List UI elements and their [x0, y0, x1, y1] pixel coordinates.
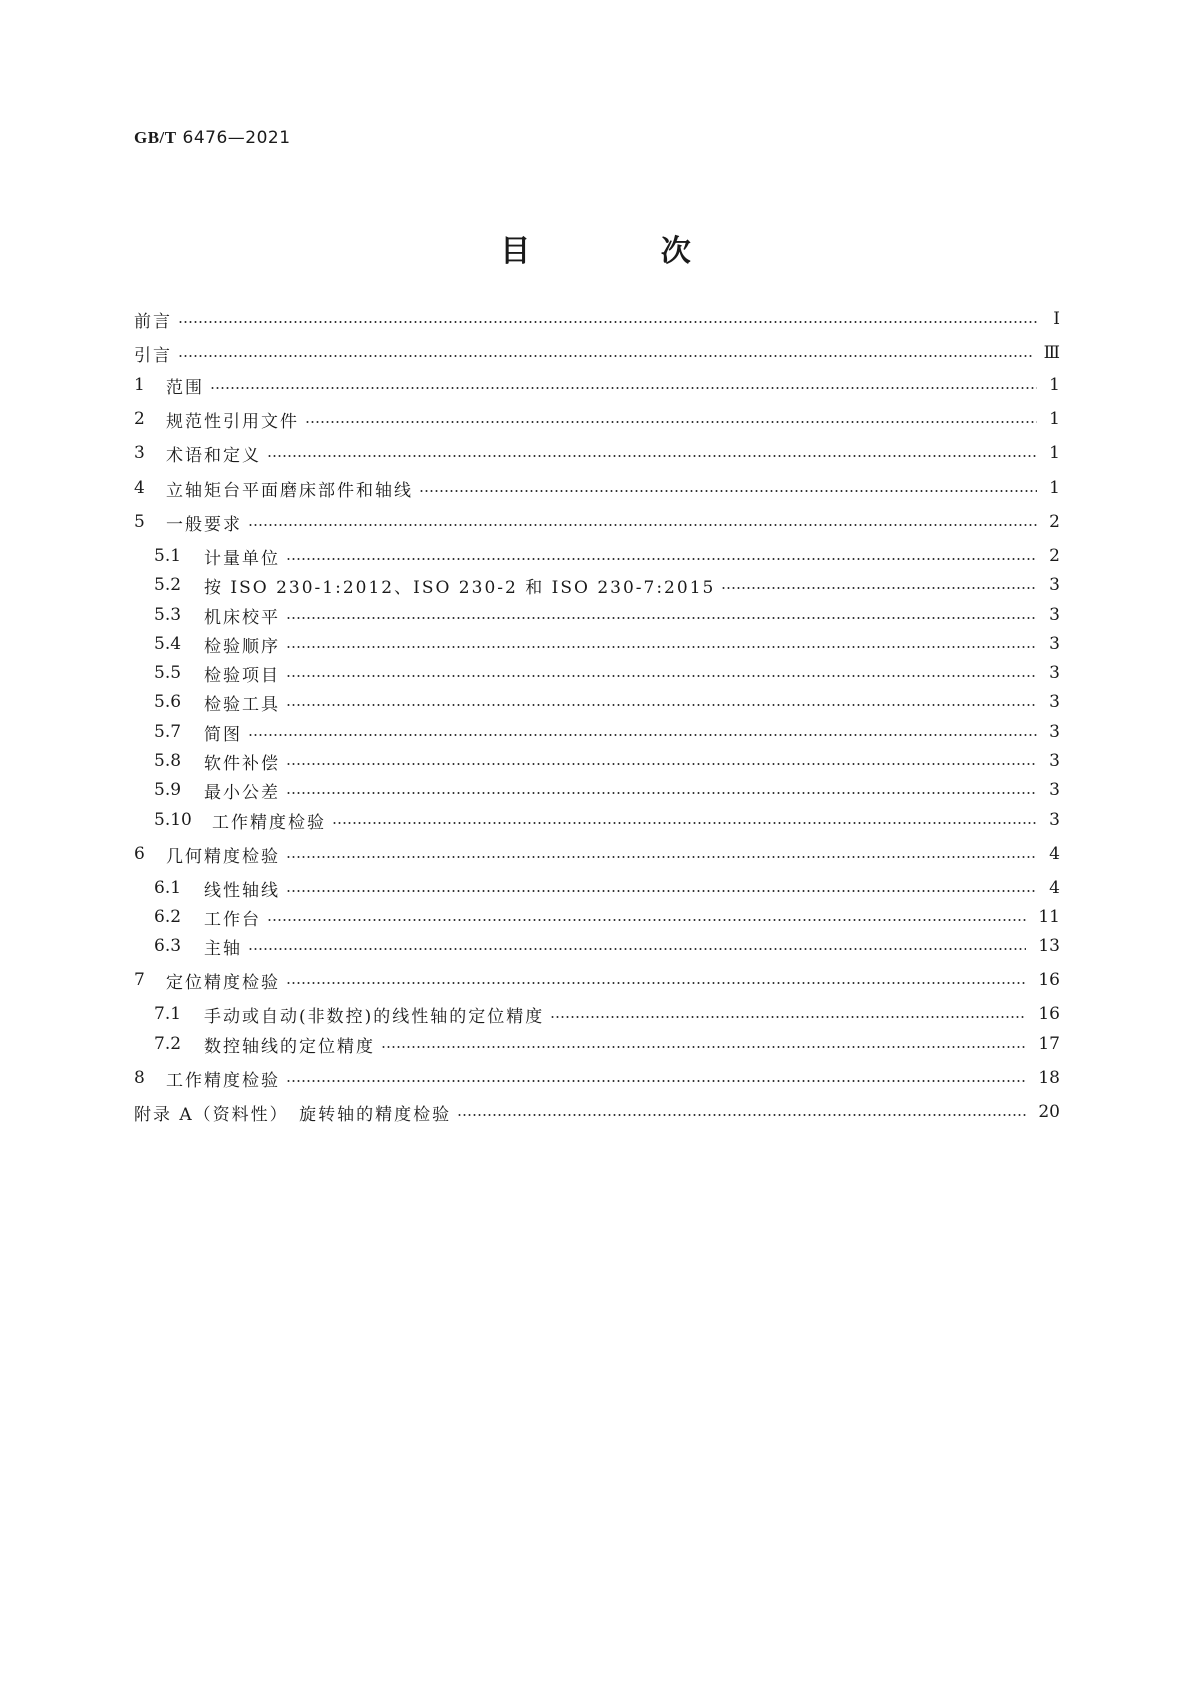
toc-dot-leader: [248, 948, 1026, 950]
toc-entry-number: 5.6: [154, 692, 182, 712]
toc-entry-number: 7.1: [154, 1004, 182, 1024]
toc-dot-leader: [178, 321, 1038, 323]
toc-dot-leader: [457, 1114, 1026, 1116]
toc-entry[interactable]: [134, 1002, 1060, 1026]
toc-entry[interactable]: [134, 661, 1060, 685]
toc-dot-leader: [286, 675, 1037, 677]
toc-entry[interactable]: [134, 1032, 1060, 1056]
toc-entry-label: 简图: [204, 724, 242, 745]
toc-dot-leader: [286, 558, 1037, 560]
toc-entry-label: 软件补偿: [204, 753, 280, 774]
toc-entry-page-number: 4: [1049, 878, 1060, 898]
toc-entry[interactable]: [134, 876, 1060, 900]
toc-dot-leader: [419, 490, 1037, 492]
toc-entry[interactable]: [134, 307, 1060, 331]
toc-entry[interactable]: [134, 808, 1060, 832]
toc-dot-leader: [286, 1080, 1026, 1082]
toc-entry-number: 7: [134, 970, 145, 990]
toc-entry-label: 范围: [166, 377, 204, 398]
toc-entry-page-number: 16: [1038, 970, 1060, 990]
toc-dot-leader: [286, 856, 1037, 858]
toc-entry[interactable]: [134, 690, 1060, 714]
toc-entry-number: 6.3: [154, 936, 182, 956]
toc-entry-page-number: 1: [1049, 478, 1060, 498]
toc-entry-label: 主轴: [204, 938, 242, 959]
toc-entry-label: 按 ISO 230-1:2012、ISO 230-2 和 ISO 230-7:2015: [204, 577, 716, 598]
toc-entry-page-number: 16: [1038, 1004, 1060, 1024]
toc-entry-number: 5.7: [154, 722, 182, 742]
document-code-prefix: GB/T: [134, 128, 177, 147]
toc-entry-number: 1: [134, 375, 145, 395]
toc-entry[interactable]: [134, 905, 1060, 929]
toc-entry[interactable]: [134, 968, 1060, 992]
toc-entry-page-number: 2: [1049, 512, 1060, 532]
toc-entry[interactable]: [134, 1066, 1060, 1090]
toc-dot-leader: [178, 355, 1032, 357]
toc-entry[interactable]: [134, 778, 1060, 802]
toc-entry-number: 5.4: [154, 634, 182, 654]
toc-entry-label: 规范性引用文件: [166, 411, 299, 432]
toc-entry-number: 5.2: [154, 575, 182, 595]
toc-entry-page-number: Ⅰ: [1053, 309, 1060, 329]
toc-entry[interactable]: [134, 407, 1060, 431]
toc-entry[interactable]: [134, 373, 1060, 397]
table-of-contents: [134, 0, 1060, 1684]
toc-entry-number: 6: [134, 844, 145, 864]
toc-dot-leader: [286, 890, 1037, 892]
toc-entry-number: 7.2: [154, 1034, 182, 1054]
toc-entry-page-number: Ⅲ: [1043, 343, 1060, 363]
toc-entry-page-number: 3: [1049, 751, 1060, 771]
toc-entry-label: 前言: [134, 311, 172, 332]
document-code-number: 6476—2021: [182, 128, 291, 148]
toc-dot-leader: [286, 792, 1037, 794]
toc-entry-page-number: 20: [1038, 1102, 1060, 1122]
toc-entry[interactable]: [134, 1100, 1060, 1124]
toc-dot-leader: [286, 982, 1026, 984]
toc-entry-page-number: 3: [1049, 722, 1060, 742]
toc-entry-page-number: 11: [1038, 907, 1060, 927]
toc-entry-label: 引言: [134, 345, 172, 366]
toc-dot-leader: [248, 734, 1037, 736]
toc-entry-page-number: 17: [1038, 1034, 1060, 1054]
toc-dot-leader: [210, 387, 1037, 389]
toc-entry-label: 手动或自动(非数控)的线性轴的定位精度: [204, 1006, 545, 1027]
toc-dot-leader: [286, 617, 1037, 619]
toc-dot-leader: [286, 646, 1037, 648]
toc-entry-number: 6.1: [154, 878, 182, 898]
toc-entry[interactable]: [134, 934, 1060, 958]
toc-entry-number: 2: [134, 409, 145, 429]
toc-dot-leader: [721, 587, 1037, 589]
toc-title: 目 次: [500, 234, 751, 269]
toc-entry-page-number: 2: [1049, 546, 1060, 566]
toc-entry-page-number: 3: [1049, 692, 1060, 712]
toc-entry[interactable]: [134, 341, 1060, 365]
toc-entry[interactable]: [134, 441, 1060, 465]
toc-entry-label: 最小公差: [204, 782, 280, 803]
toc-entry[interactable]: [134, 573, 1060, 597]
toc-dot-leader: [332, 822, 1037, 824]
toc-entry-label: 术语和定义: [166, 445, 261, 466]
toc-entry-label: 计量单位: [204, 548, 280, 569]
toc-entry-number: 5.10: [154, 810, 192, 830]
toc-entry-page-number: 18: [1038, 1068, 1060, 1088]
toc-dot-leader: [286, 763, 1037, 765]
toc-entry-number: 5.3: [154, 605, 182, 625]
toc-entry-number: 6.2: [154, 907, 182, 927]
toc-entry-label: 一般要求: [166, 514, 242, 535]
toc-entry-label: 线性轴线: [204, 880, 280, 901]
toc-entry-label: 立轴矩台平面磨床部件和轴线: [166, 480, 413, 501]
toc-dot-leader: [381, 1046, 1026, 1048]
toc-entry-number: 4: [134, 478, 145, 498]
toc-entry-number: 5.9: [154, 780, 182, 800]
toc-entry-label: 数控轴线的定位精度: [204, 1036, 375, 1057]
toc-entry-number: 5: [134, 512, 145, 532]
toc-entry-page-number: 3: [1049, 810, 1060, 830]
toc-dot-leader: [550, 1016, 1026, 1018]
toc-entry-page-number: 3: [1049, 634, 1060, 654]
toc-entry-page-number: 4: [1049, 844, 1060, 864]
toc-entry-number: 8: [134, 1068, 145, 1088]
toc-dot-leader: [267, 919, 1026, 921]
toc-entry-label: 工作精度检验: [166, 1070, 280, 1091]
toc-entry-number: 5.5: [154, 663, 182, 683]
toc-entry-page-number: 3: [1049, 575, 1060, 595]
toc-entry-label: 工作精度检验: [212, 812, 326, 833]
toc-entry-label: 附录 A（资料性） 旋转轴的精度检验: [134, 1104, 452, 1125]
toc-entry-number: 5.1: [154, 546, 182, 566]
toc-entry-page-number: 3: [1049, 780, 1060, 800]
toc-entry[interactable]: [134, 632, 1060, 656]
toc-entry-label: 机床校平: [204, 607, 280, 628]
toc-entry[interactable]: [134, 749, 1060, 773]
toc-dot-leader: [286, 704, 1037, 706]
toc-entry-label: 工作台: [204, 909, 261, 930]
toc-entry-page-number: 1: [1049, 409, 1060, 429]
toc-entry-number: 3: [134, 443, 145, 463]
toc-entry-label: 检验项目: [204, 665, 280, 686]
toc-entry-page-number: 1: [1049, 443, 1060, 463]
toc-dot-leader: [248, 524, 1037, 526]
toc-entry-number: 5.8: [154, 751, 182, 771]
toc-entry[interactable]: [134, 603, 1060, 627]
toc-dot-leader: [305, 421, 1037, 423]
toc-entry-label: 几何精度检验: [166, 846, 280, 867]
toc-entry[interactable]: [134, 544, 1060, 568]
toc-dot-leader: [267, 455, 1037, 457]
toc-entry-label: 检验工具: [204, 694, 280, 715]
toc-entry[interactable]: [134, 510, 1060, 534]
toc-entry-label: 检验顺序: [204, 636, 280, 657]
toc-entry-page-number: 3: [1049, 663, 1060, 683]
toc-entry-page-number: 13: [1038, 936, 1060, 956]
toc-entry-page-number: 3: [1049, 605, 1060, 625]
toc-entry[interactable]: [134, 842, 1060, 866]
toc-entry[interactable]: [134, 720, 1060, 744]
toc-entry[interactable]: [134, 476, 1060, 500]
toc-entry-label: 定位精度检验: [166, 972, 280, 993]
toc-entry-page-number: 1: [1049, 375, 1060, 395]
